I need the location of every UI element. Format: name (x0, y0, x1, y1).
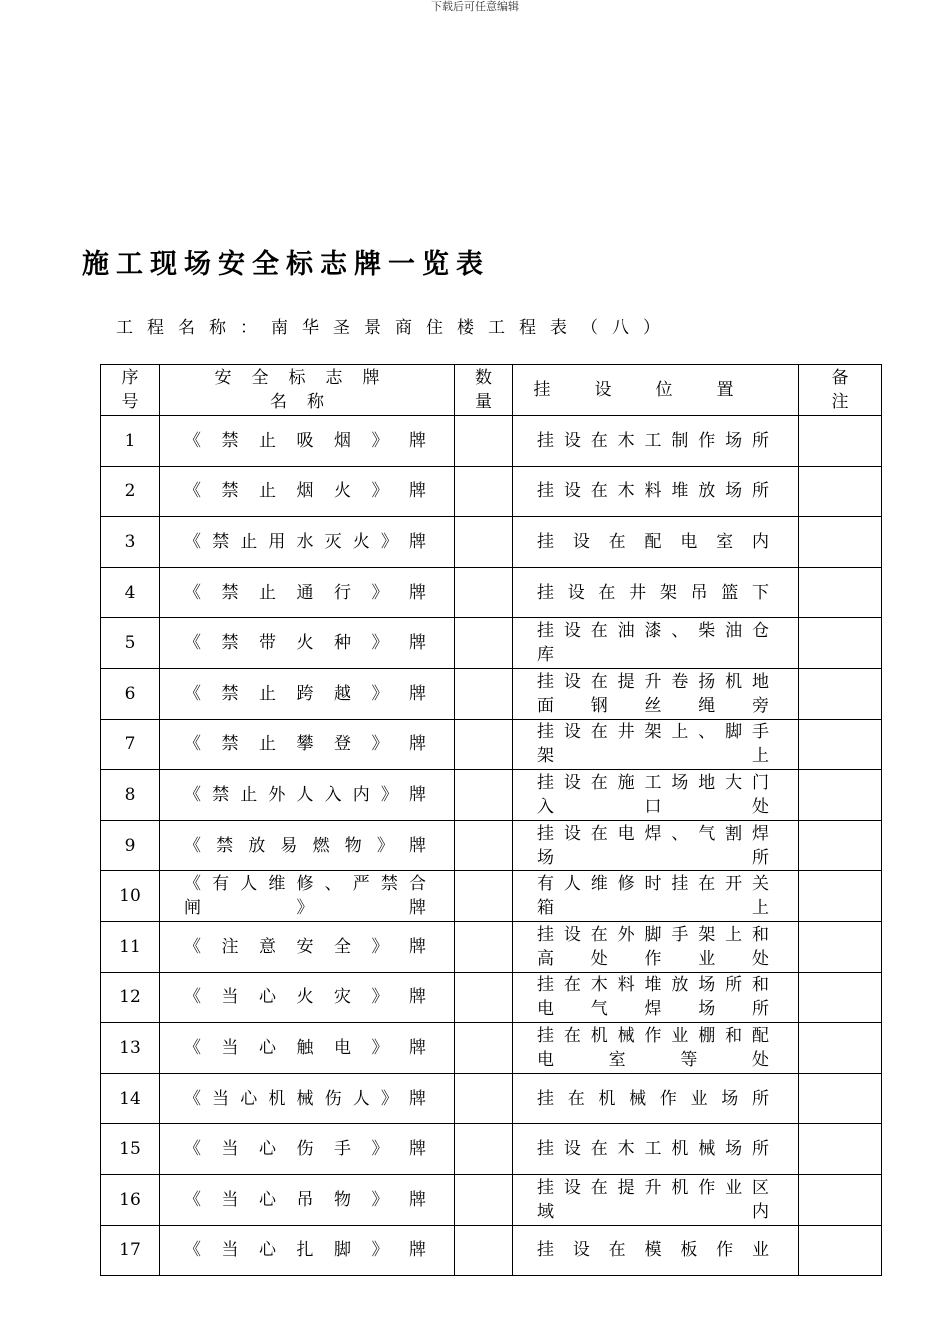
header-location-label: 挂设位置 (533, 380, 778, 400)
location-cell (513, 921, 799, 972)
sign-name-cell (160, 466, 455, 517)
sign-name-cell (160, 1023, 455, 1074)
location-cell (513, 466, 799, 517)
table-row (101, 1073, 882, 1124)
row-number: 5 (101, 618, 160, 669)
sign-name-cell (160, 871, 455, 922)
location-text: 挂设在施工场地大门入口处 (537, 772, 777, 817)
sign-name: 《当心吊物》牌 (184, 1189, 434, 1210)
note-cell (799, 1073, 882, 1124)
quantity-cell (455, 517, 513, 568)
location-cell (513, 871, 799, 922)
note-cell (799, 770, 882, 821)
header-no-line1: 序 (121, 368, 139, 388)
row-number: 8 (101, 770, 160, 821)
sign-name: 《禁放易燃物》牌 (184, 835, 434, 856)
quantity-cell (455, 871, 513, 922)
quantity-cell (455, 719, 513, 770)
row-number: 11 (101, 921, 160, 972)
note-cell (799, 618, 882, 669)
project-name-label: 工程名称： (116, 318, 271, 338)
quantity-cell (455, 618, 513, 669)
location-cell (513, 517, 799, 568)
row-number: 10 (101, 871, 160, 922)
safety-sign-table (100, 364, 882, 1276)
location-cell (513, 618, 799, 669)
location-text: 有人维修时挂在开关箱上 (537, 874, 777, 919)
sign-name-cell (160, 416, 455, 467)
quantity-cell (455, 921, 513, 972)
table-row (101, 871, 882, 922)
table-row (101, 668, 882, 719)
table-row (101, 820, 882, 871)
note-cell (799, 416, 882, 467)
location-cell (513, 1225, 799, 1276)
row-number: 16 (101, 1174, 160, 1225)
note-cell (799, 820, 882, 871)
table-row (101, 1124, 882, 1175)
quantity-cell (455, 1124, 513, 1175)
location-cell (513, 416, 799, 467)
header-note-col (799, 365, 882, 416)
header-no (101, 365, 160, 416)
quantity-cell (455, 1174, 513, 1225)
header-no-line2: 号 (121, 392, 139, 412)
quantity-cell (455, 466, 513, 517)
table-row (101, 466, 882, 517)
row-number: 15 (101, 1124, 160, 1175)
note-cell (799, 1023, 882, 1074)
table-row (101, 770, 882, 821)
location-text: 挂在木料堆放场所和电气焊场所 (537, 975, 777, 1020)
sign-name: 《有人维修、严禁合闸》牌 (184, 874, 434, 919)
table-row (101, 618, 882, 669)
location-cell (513, 972, 799, 1023)
sign-name-cell (160, 719, 455, 770)
sign-name: 《禁止烟火》牌 (184, 481, 434, 502)
sign-name-cell (160, 618, 455, 669)
header-quantity (455, 365, 513, 416)
note-cell (799, 466, 882, 517)
location-text: 挂设在木工制作场所 (537, 430, 777, 451)
row-number: 12 (101, 972, 160, 1023)
header-note-line1: 备 (831, 368, 849, 388)
table-row (101, 719, 882, 770)
row-number: 13 (101, 1023, 160, 1074)
location-cell (513, 1073, 799, 1124)
location-text: 挂设在模板作业 (537, 1240, 777, 1261)
row-number: 7 (101, 719, 160, 770)
header-note-line2: 注 (831, 392, 849, 412)
row-number: 4 (101, 567, 160, 618)
location-text: 挂在机械作业棚和配电室等处 (537, 1025, 777, 1070)
quantity-cell (455, 1073, 513, 1124)
sign-name-cell (160, 567, 455, 618)
location-text: 挂设在木工机械场所 (537, 1139, 777, 1160)
note-cell (799, 567, 882, 618)
quantity-cell (455, 416, 513, 467)
sign-name: 《禁带火种》牌 (184, 633, 434, 654)
location-text: 挂设在配电室内 (537, 531, 777, 552)
note-cell (799, 719, 882, 770)
sign-name: 《禁止攀登》牌 (184, 734, 434, 755)
sign-name: 《禁止外人入内》牌 (184, 784, 434, 805)
location-text: 挂设在井架上、脚手架上 (537, 722, 777, 767)
location-text: 挂设在电焊、气割焊场所 (537, 823, 777, 868)
table-body (101, 416, 882, 1276)
sign-name: 《禁止跨越》牌 (184, 683, 434, 704)
sign-name: 《禁止通行》牌 (184, 582, 434, 603)
sign-name-cell (160, 770, 455, 821)
sign-name: 《当心机械伤人》牌 (184, 1088, 434, 1109)
note-cell (799, 1225, 882, 1276)
sign-name-cell (160, 1073, 455, 1124)
table-row (101, 921, 882, 972)
row-number: 2 (101, 466, 160, 517)
note-cell (799, 972, 882, 1023)
quantity-cell (455, 1225, 513, 1276)
note-cell (799, 1174, 882, 1225)
document-title: 施工现场安全标志牌一览表 (82, 249, 490, 280)
table-row (101, 1023, 882, 1074)
sign-name: 《当心扎脚》牌 (184, 1240, 434, 1261)
quantity-cell (455, 820, 513, 871)
location-text: 挂设在提升卷扬机地面钢丝绳旁 (537, 671, 777, 716)
note-cell (799, 921, 882, 972)
sign-name: 《注意安全》牌 (184, 936, 434, 957)
location-cell (513, 770, 799, 821)
location-cell (513, 719, 799, 770)
table-row (101, 1225, 882, 1276)
location-text: 挂设在木料堆放场所 (537, 481, 777, 502)
sign-name: 《禁止用水灭火》牌 (184, 531, 434, 552)
quantity-cell (455, 1023, 513, 1074)
header-quantity-line1: 数 (475, 368, 492, 388)
header-sign-name-line2: 名称 (270, 392, 344, 412)
location-cell (513, 820, 799, 871)
location-cell (513, 567, 799, 618)
sign-name-cell (160, 1225, 455, 1276)
row-number: 1 (101, 416, 160, 467)
header-sign-name-line1: 安全标志牌 (214, 368, 400, 388)
location-cell (513, 668, 799, 719)
location-text: 挂设在井架吊篮下 (537, 582, 777, 603)
quantity-cell (455, 972, 513, 1023)
quantity-cell (455, 770, 513, 821)
row-number: 6 (101, 668, 160, 719)
row-number: 14 (101, 1073, 160, 1124)
note-cell (799, 1124, 882, 1175)
header-location (513, 365, 799, 416)
project-name-value: 南华圣景商住楼工程表（八） (271, 318, 674, 338)
location-cell (513, 1023, 799, 1074)
sign-name-cell (160, 972, 455, 1023)
sign-name: 《当心火灾》牌 (184, 987, 434, 1008)
table-row (101, 972, 882, 1023)
location-text: 挂在机械作业场所 (537, 1088, 777, 1109)
header-sign-name (160, 365, 455, 416)
table-row (101, 1174, 882, 1225)
note-cell (799, 871, 882, 922)
location-text: 挂设在提升机作业区域内 (537, 1177, 777, 1222)
sign-name-cell (160, 668, 455, 719)
sign-name: 《禁止吸烟》牌 (184, 430, 434, 451)
row-number: 17 (101, 1225, 160, 1276)
header-quantity-line2: 量 (475, 392, 492, 412)
table-row (101, 517, 882, 568)
header-note: 下载后可任意编辑 (431, 0, 519, 13)
sign-name-cell (160, 921, 455, 972)
location-text: 挂设在油漆、柴油仓库 (537, 621, 777, 666)
quantity-cell (455, 668, 513, 719)
project-name-line (82, 316, 888, 340)
sign-name: 《当心伤手》牌 (184, 1139, 434, 1160)
location-cell (513, 1174, 799, 1225)
sign-name-cell (160, 517, 455, 568)
table-header-row (101, 365, 882, 416)
quantity-cell (455, 567, 513, 618)
row-number: 3 (101, 517, 160, 568)
row-number: 9 (101, 820, 160, 871)
sign-name-cell (160, 1174, 455, 1225)
table-row (101, 416, 882, 467)
note-cell (799, 517, 882, 568)
sign-name-cell (160, 820, 455, 871)
sign-name-cell (160, 1124, 455, 1175)
note-cell (799, 668, 882, 719)
location-cell (513, 1124, 799, 1175)
table-row (101, 567, 882, 618)
sign-name: 《当心触电》牌 (184, 1037, 434, 1058)
location-text: 挂设在外脚手架上和高处作业处 (537, 924, 777, 969)
